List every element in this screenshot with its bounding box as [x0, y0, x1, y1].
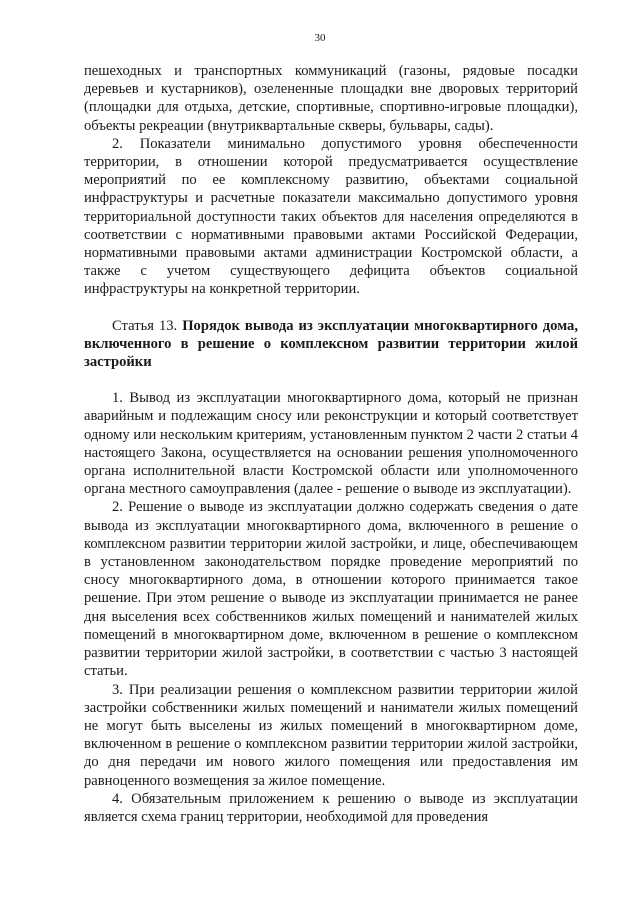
page-content — [84, 62, 578, 826]
article-heading — [84, 317, 578, 372]
article-title: Порядок вывода из эксплуатации многоквартирного дома, включенного в решение о комплексном развитии территории жилой застройки — [84, 317, 578, 371]
page-number: 30 — [314, 32, 326, 44]
article-paragraph-4: 4. Обязательным приложением к решению о выводе из эксплуатации является схема границ территории, необходимой для проведения — [84, 790, 578, 825]
section-spacer — [84, 299, 578, 317]
article-paragraph-2: 2. Решение о выводе из эксплуатации должно содержать сведения о дате вывода из эксплуатации многоквартирного дома, включенного в решение о комплексном развитии территории жилой застройки, и лице, обеспечивающем в установленном законодательством порядке проведение мероприятий по сносу многоквартирного дома, в отношении которого принимается такое решение. При этом решение о выводе из эксплуатации принимается не ранее дня выселения всех собственников жилых помещений и нанимателей жилых помещений в многоквартирном доме, включенном в решение о комплексном развитии территории жилой застройки, в соответствии с частью 3 настоящей статьи. — [84, 499, 578, 680]
article-paragraph-3: 3. При реализации решения о комплексном развитии территории жилой застройки собственники жилых помещений и наниматели жилых помещений не могут быть выселены из жилых помещений в многоквартирном доме, включенном в решение о комплексном развитии территории жилой застройки, до дня передачи им нового жилого помещения или предоставления им равноценного возмещения за жилое помещение. — [84, 681, 578, 789]
article-paragraph-1: 1. Вывод из эксплуатации многоквартирного дома, который не признан аварийным и подлежащим сносу или реконструкции и который соответствует одному или нескольким критериям, установленным пунктом 2 части 2 статьи 4 настоящего Закона, осуществляется на основании решения уполномоченного органа исполнительной власти Костромской области или уполномоченного органа местного самоуправления (далее - решение о выводе из эксплуатации). — [84, 390, 578, 498]
intro-paragraph: пешеходных и транспортных коммуникаций (газоны, рядовые посадки деревьев и кустарников), озелененные площадки вне дворовых территорий (площадки для отдыха, детские, спортивные, спортивно-игровые площадки), объекты рекреации (внутриквартальные скверы, бульвары, сады). — [84, 63, 578, 134]
article-label: Статья 13. — [112, 317, 178, 334]
section-spacer — [84, 371, 578, 389]
paragraph-2: 2. Показатели минимально допустимого уровня обеспеченности территории, в отношении которой предусматривается осуществление мероприятий по ее комплексному развитию, объектами социальной инфраструктуры и расчетные показатели максимально допустимого уровня территориальной доступности таких объектов для населения определяются в соответствии с нормативными правовыми актами Российской Федерации, нормативными правовыми актами администрации Костромской области, а также с учетом существующего дефицита объектов социальной инфраструктуры на конкретной территории. — [84, 135, 578, 298]
